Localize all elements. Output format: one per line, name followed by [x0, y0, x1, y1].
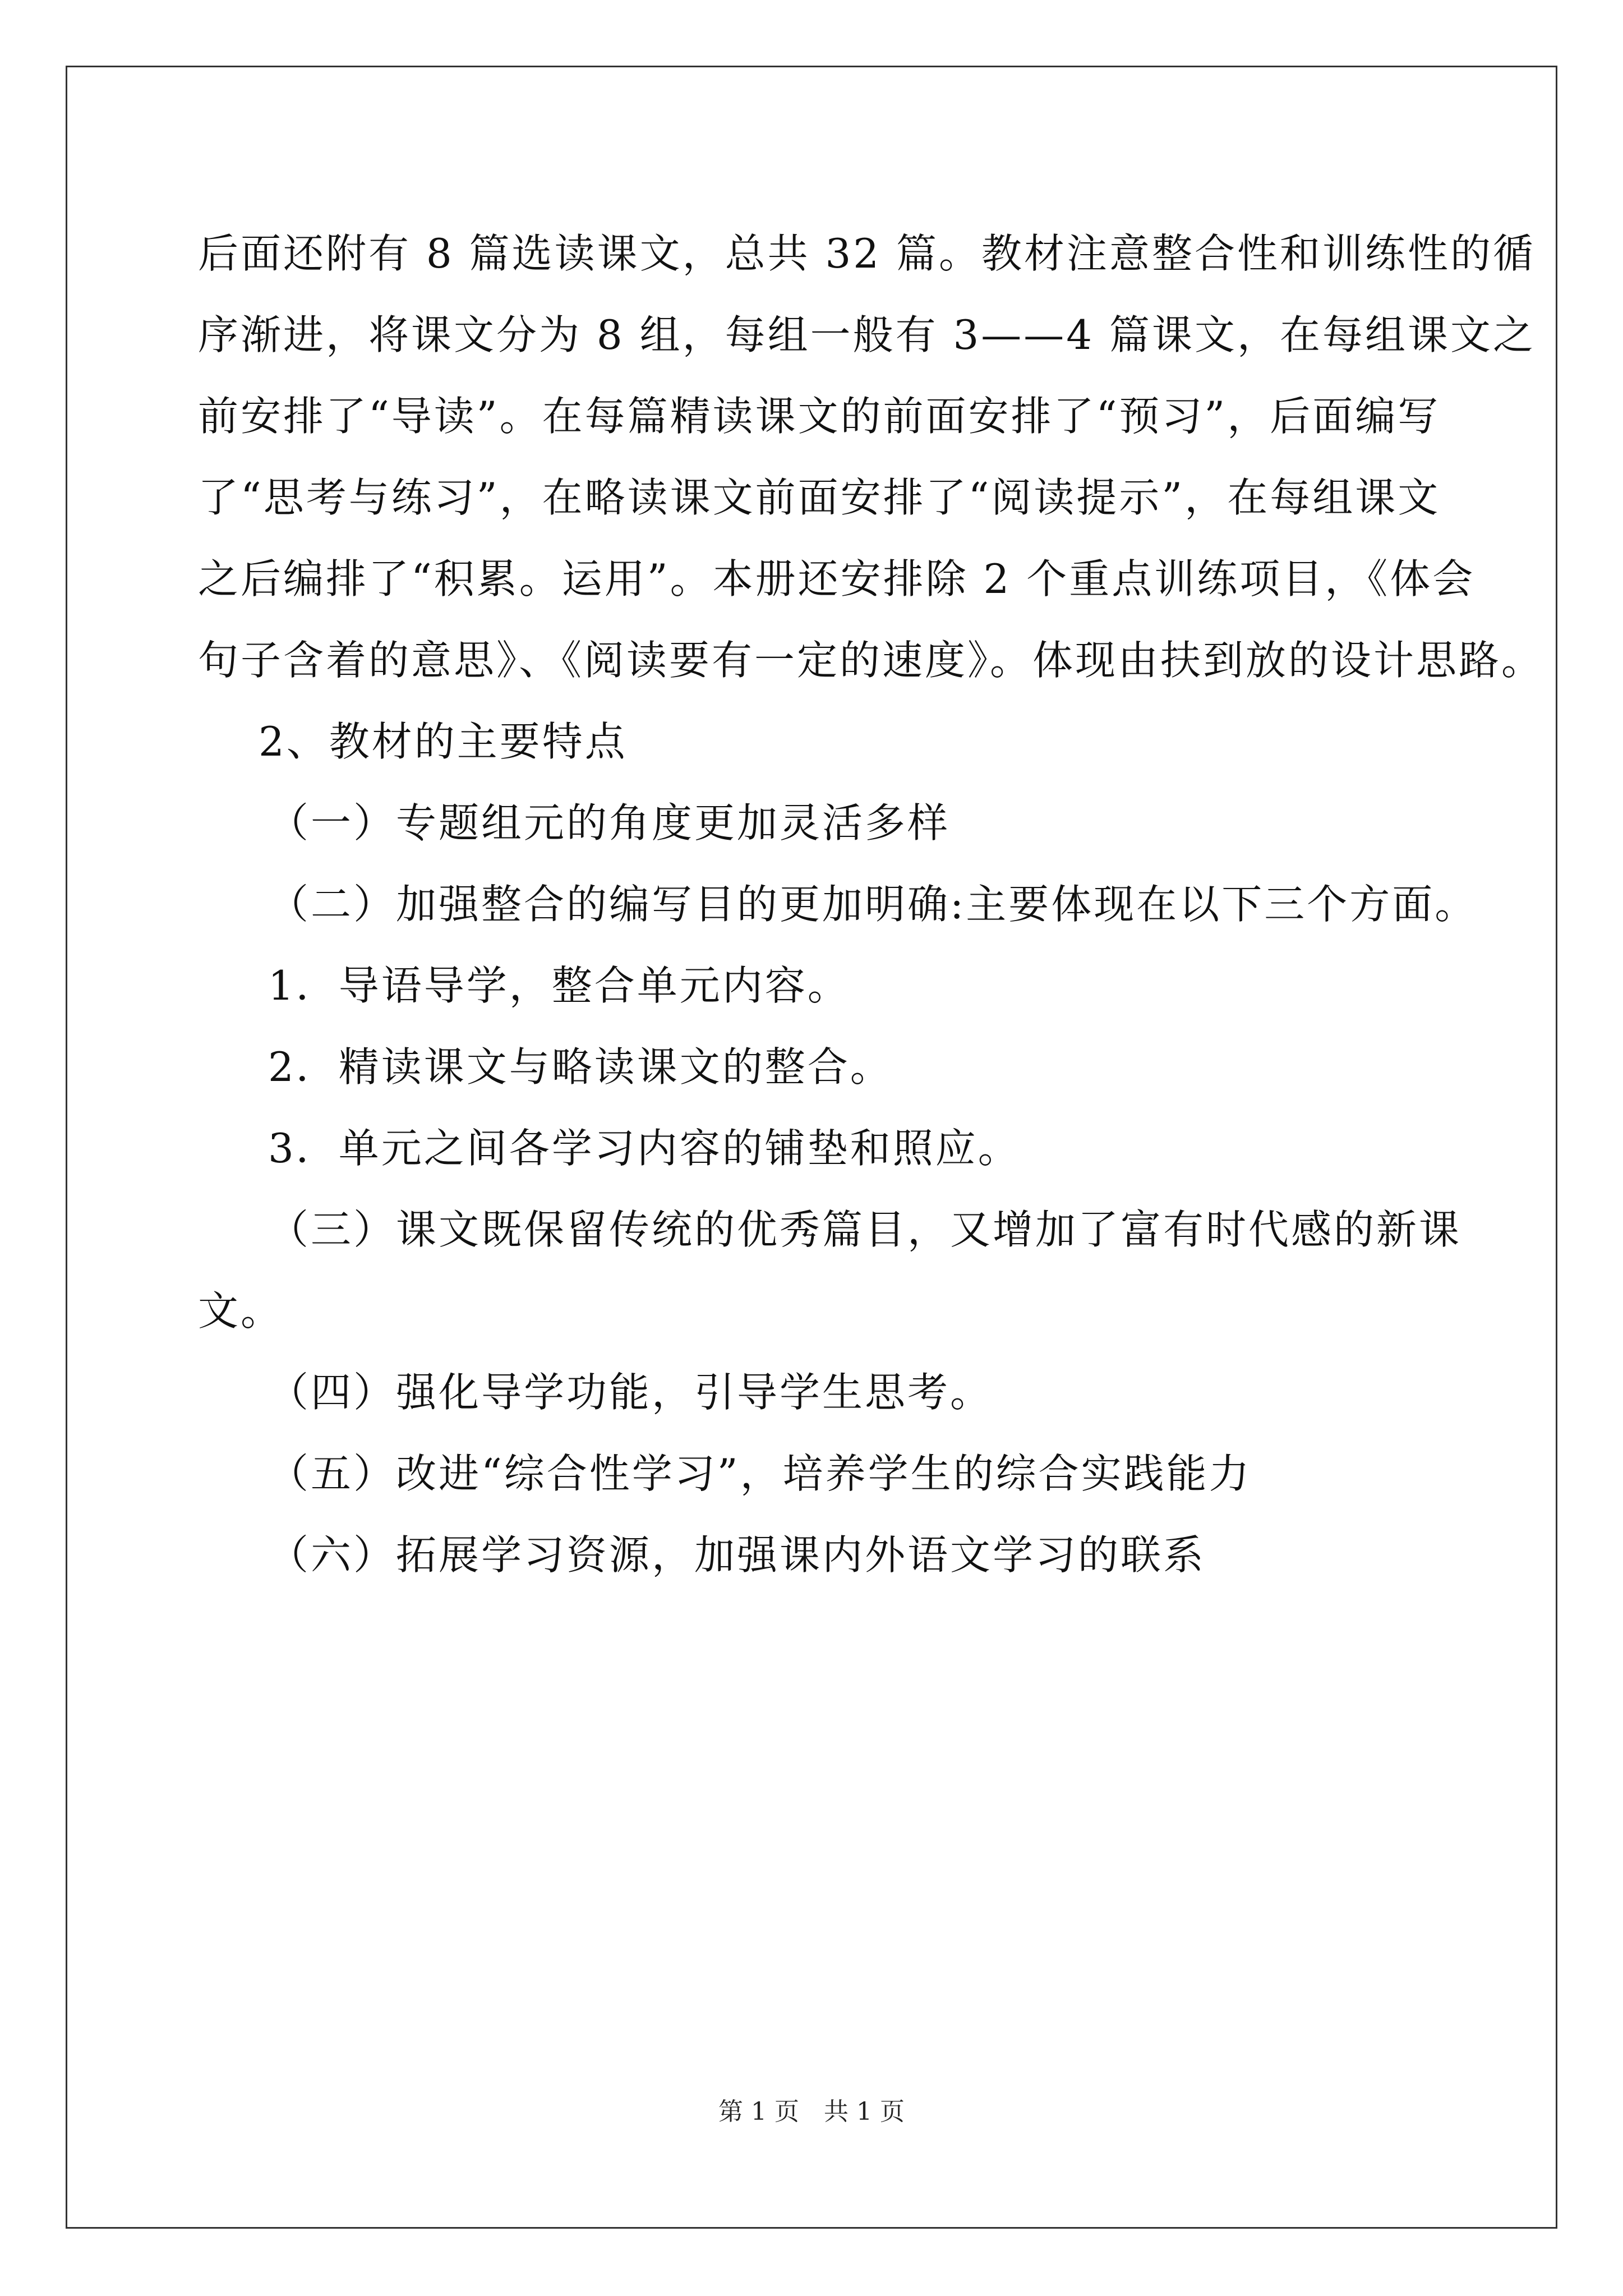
feature-item-5: （五）改进“综合性学习”，培养学生的综合实践能力: [268, 1450, 1252, 1497]
body-line-2: 序渐进，将课文分为 8 组，每组一般有 3——4 篇课文，在每组课文之: [198, 311, 1536, 358]
feature-item-3-line-2: 文。: [198, 1287, 284, 1335]
feature-item-3-line-1: （三）课文既保留传统的优秀篇目，又增加了富有时代感的新课: [268, 1206, 1462, 1253]
feature-item-1: （一）专题组元的角度更加灵活多样: [268, 799, 951, 846]
feature-item-4: （四）强化导学功能，引导学生思考。: [268, 1369, 993, 1416]
numbered-item-2: 2．精读课文与略读课文的整合。: [268, 1043, 893, 1091]
feature-item-2: （二）加强整合的编写目的更加明确:主要体现在以下三个方面。: [268, 881, 1478, 928]
numbered-item-3: 3．单元之间各学习内容的铺垫和照应。: [268, 1125, 1021, 1172]
body-line-4: 了“思考与练习”，在略读课文前面安排了“阅读提示”，在每组课文: [198, 474, 1441, 521]
feature-item-6: （六）拓展学习资源，加强课内外语文学习的联系: [268, 1531, 1206, 1579]
section-heading-2: 2、教材的主要特点: [259, 718, 628, 765]
body-line-3: 前安排了“导读”。在每篇精读课文的前面安排了“预习”，后面编写: [198, 393, 1441, 440]
numbered-item-1: 1．导语导学，整合单元内容。: [268, 962, 850, 1009]
document-body: [198, 213, 1544, 1596]
body-line-6: 句子含着的意思》、《阅读要有一定的速度》。体现由扶到放的设计思路。: [198, 637, 1544, 684]
page-footer: 第 1 页 共 1 页: [718, 2097, 905, 2126]
body-line-1: 后面还附有 8 篇选读课文，总共 32 篇。教材注意整合性和训练性的循: [198, 230, 1536, 277]
body-line-5: 之后编排了“积累。运用”。本册还安排除 2 个重点训练项目，《体会: [198, 555, 1476, 602]
